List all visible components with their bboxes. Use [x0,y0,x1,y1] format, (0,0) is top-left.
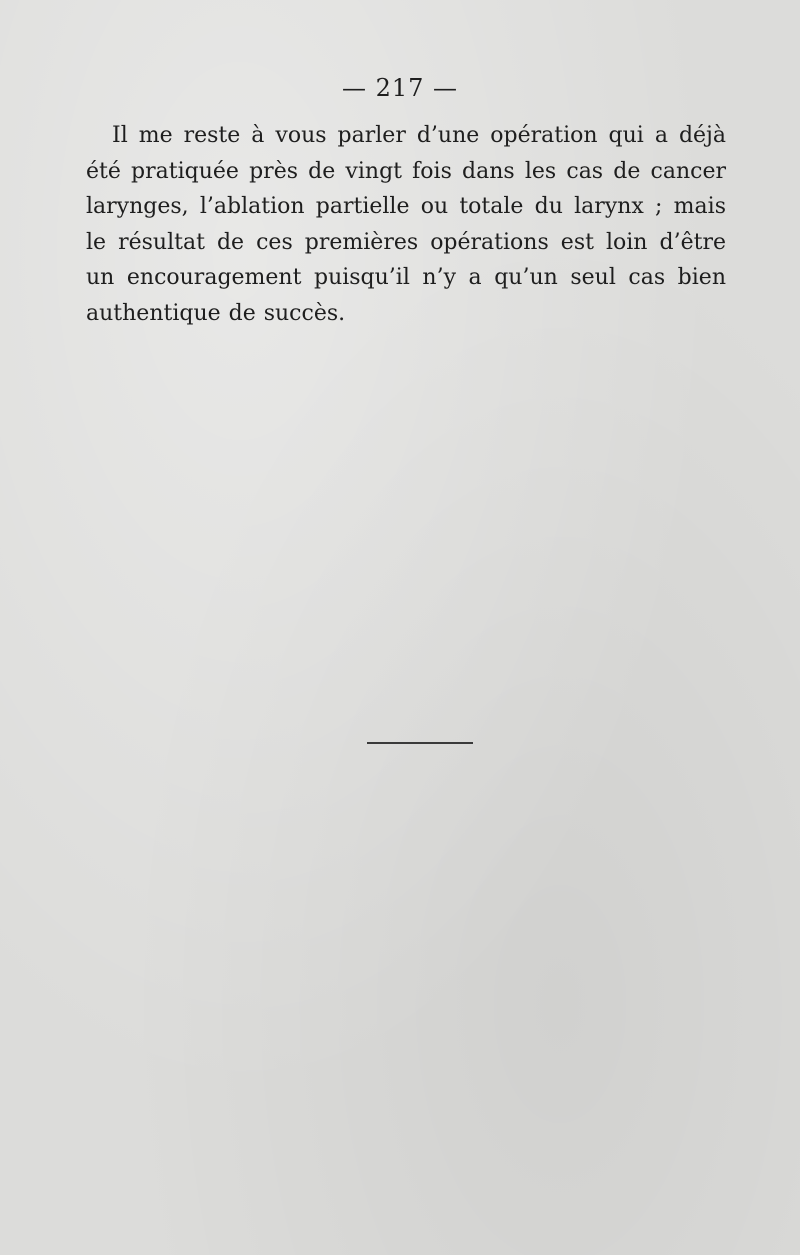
page-number: — 217 — [341,74,459,102]
section-end-rule [367,742,473,744]
paragraph: Il me reste à vous parler d’une opération qui a déjà été pratiquée près de vingt fois dans les cas de cancer larynges, l’ablation partielle ou totale du larynx ; mais le résultat de ces premières opérations est loin d’être un encouragement puisqu’il n’y a qu’un seul cas bien authentique de succès. [86,123,726,326]
